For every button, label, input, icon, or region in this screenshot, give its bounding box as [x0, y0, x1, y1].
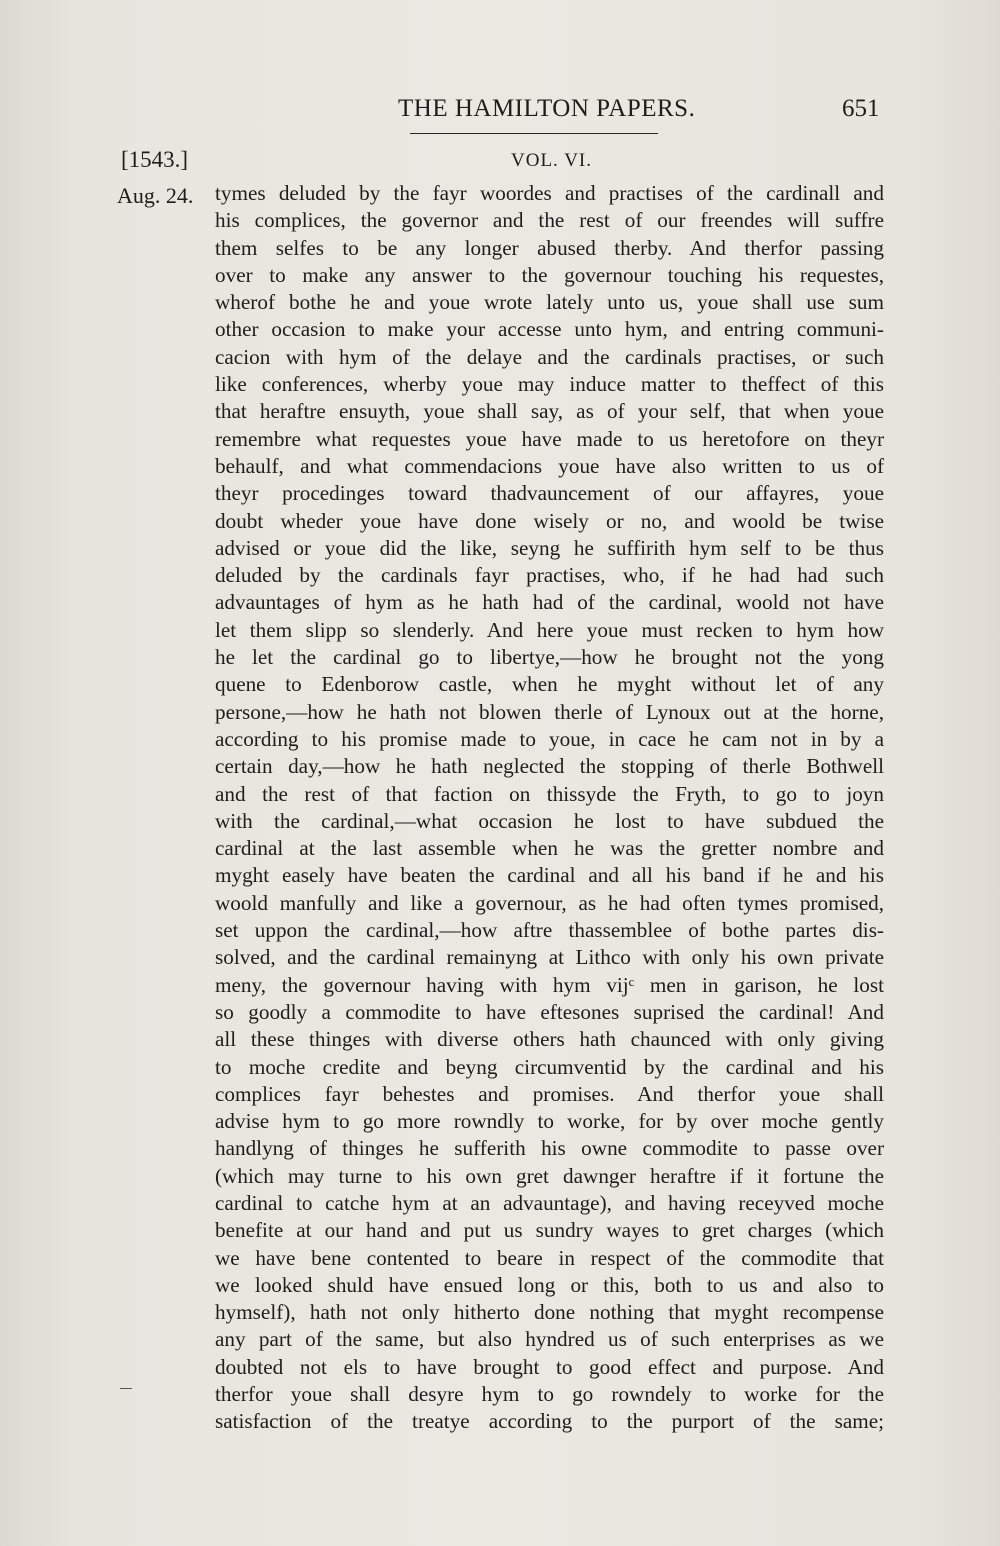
text-line: therfor youe shall desyre hym to go rowndely to worke for the — [215, 1382, 884, 1407]
text-line: satisfaction of the treatye according to the purport of the same; — [215, 1409, 884, 1434]
running-title: THE HAMILTON PAPERS. — [398, 95, 696, 122]
text-line: them selfes to be any longer abused therby. And therfor passing — [215, 235, 884, 260]
text-line: (which may turne to his own gret dawnger heraftre if it fortune the — [215, 1163, 884, 1188]
text-line: advised or youe did the like, seyng he suffirith hym self to be thus — [215, 535, 884, 560]
text-line: advise hym to go more rowndly to worke, for by over moche gently — [215, 1109, 884, 1134]
text-line: all these thinges with diverse others hath chaunced with only giving — [215, 1027, 884, 1052]
text-line: doubted not els to have brought to good effect and purpose. And — [215, 1354, 884, 1379]
text-line: tymes deluded by the fayr woordes and practises of the cardinall and — [215, 181, 884, 205]
text-line: myght easely have beaten the cardinal and all his band if he and his — [215, 863, 884, 888]
text-line: complices fayr behestes and promises. And therfor youe shall — [215, 1081, 884, 1106]
text-line: we looked shuld have ensued long or this, both to us and also to — [215, 1272, 884, 1297]
text-line: his complices, the governor and the rest of our freendes will suffre — [215, 208, 884, 233]
running-head — [0, 95, 1000, 129]
text-line: to moche credite and beyng circumventid by the cardinal and his — [215, 1054, 884, 1079]
text-line: remembre what requestes youe have made to us heretofore on theyr — [215, 426, 884, 451]
text-line: any part of the same, but also hyndred us of such enterprises as we — [215, 1327, 884, 1352]
text-line: solved, and the cardinal remainyng at Lithco with only his own private — [215, 945, 884, 970]
text-line: over to make any answer to the governour touching his requestes, — [215, 262, 884, 287]
text-line: theyr procedinges toward thadvauncement of our affayres, youe — [215, 481, 884, 506]
text-line: woold manfully and like a governour, as he had often tymes promised, — [215, 890, 884, 915]
text-line: with the cardinal,—what occasion he lost to have subdued the — [215, 808, 884, 833]
text-line: meny, the governour having with hym vijᶜ men in garison, he lost — [215, 972, 884, 997]
text-line: cardinal at the last assemble when he was the gretter nombre and — [215, 836, 884, 861]
text-line: doubt wheder youe have done wisely or no, and woold be twise — [215, 508, 884, 533]
text-line: cardinal to catche hym at an advauntage), and having receyved moche — [215, 1190, 884, 1215]
text-line: like conferences, wherby youe may induce matter to theffect of this — [215, 372, 884, 397]
text-line: benefite at our hand and put us sundry wayes to gret charges (which — [215, 1218, 884, 1243]
text-line: other occasion to make your accesse unto hym, and entring communi- — [215, 317, 884, 342]
text-line: and the rest of that faction on thissyde the Fryth, to go to joyn — [215, 781, 884, 806]
text-line: that heraftre ensuyth, youe shall say, as of your self, that when youe — [215, 399, 884, 424]
text-line: handlyng of thinges he sufferith his owne commodite to passe over — [215, 1136, 884, 1161]
volume-label: VOL. VI. — [511, 150, 593, 171]
body-text — [215, 180, 884, 1436]
text-line: set uppon the cardinal,—how aftre thassemblee of bothe partes dis- — [215, 918, 884, 943]
text-line: quene to Edenborow castle, when he myght without let of any — [215, 672, 884, 697]
text-line: hymself), hath not only hitherto done nothing that myght recompense — [215, 1300, 884, 1325]
header-rule — [410, 133, 658, 134]
text-line: according to his promise made to youe, in cace he cam not in by a — [215, 726, 884, 751]
text-line: we have bene contented to beare in respect of the commodite that — [215, 1245, 884, 1270]
text-line: cacion with hym of the delaye and the cardinals practises, or such — [215, 344, 884, 369]
text-line: he let the cardinal go to libertye,—how he brought not the yong — [215, 645, 884, 670]
text-line: persone,—how he hath not blowen therle of Lynoux out at the horne, — [215, 699, 884, 724]
text-line: deluded by the cardinals fayr practises, who, if he had had such — [215, 563, 884, 588]
text-line: certain day,—how he hath neglected the stopping of therle Bothwell — [215, 754, 884, 779]
text-line: let them slipp so slenderly. And here youe must recken to hym how — [215, 617, 884, 642]
margin-date: Aug. 24. — [117, 183, 194, 208]
margin-mark — [120, 1388, 132, 1389]
text-line: wherof bothe he and youe wrote lately unto us, youe shall use sum — [215, 290, 884, 315]
page-number: 651 — [842, 95, 880, 122]
year-marker: [1543.] — [121, 147, 189, 172]
text-line: so goodly a commodite to have eftesones suprised the cardinal! And — [215, 999, 884, 1024]
text-line: advauntages of hym as he hath had of the cardinal, woold not have — [215, 590, 884, 615]
text-line: behaulf, and what commendacions youe have also written to us of — [215, 453, 884, 478]
